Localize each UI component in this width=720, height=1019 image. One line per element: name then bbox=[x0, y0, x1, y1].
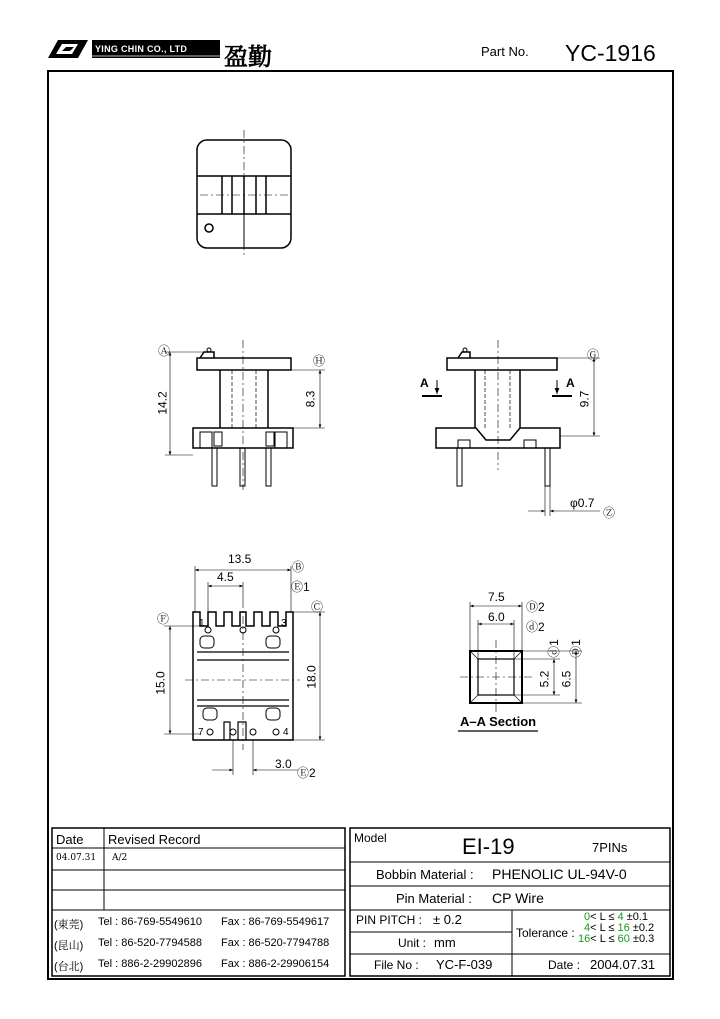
model-value: EI-19 bbox=[462, 834, 515, 859]
part-no-value: YC-1916 bbox=[565, 40, 656, 66]
contact-tel-dongguan: Tel : 86-769-5549610 bbox=[98, 916, 202, 928]
contact-loc-taipei: (台北) bbox=[54, 961, 84, 973]
dim-13-5: 13.5 bbox=[228, 552, 252, 566]
pin-material-label: Pin Material : bbox=[396, 891, 472, 906]
dim-6-0: 6.0 bbox=[488, 610, 505, 624]
top-view bbox=[197, 130, 291, 258]
front-view bbox=[165, 340, 325, 490]
dim-4-5: 4.5 bbox=[217, 570, 234, 584]
dim-14-2: 14.2 bbox=[155, 391, 170, 415]
dim-label-g: Ⓖ bbox=[587, 348, 600, 362]
revision-date-header: Date bbox=[56, 832, 84, 847]
dim-5-2: 5.2 bbox=[537, 670, 552, 688]
side-view bbox=[422, 340, 600, 516]
pin-label-3: 3 bbox=[281, 618, 287, 629]
contact-tel-kunshan: Tel : 86-520-7794588 bbox=[98, 937, 202, 949]
dim-15-0: 15.0 bbox=[153, 671, 168, 695]
pin-count: 7PINs bbox=[592, 840, 628, 855]
dim-label-z: Ⓩ bbox=[603, 506, 616, 520]
dim-6-5: 6.5 bbox=[559, 670, 574, 688]
tolerance-row: 16< L ≤ 60 ±0.3 bbox=[578, 933, 655, 945]
section-marker-right: A bbox=[566, 376, 575, 390]
contact-tel-taipei: Tel : 886-2-29902896 bbox=[98, 958, 202, 970]
revision-date: 04.07.31 bbox=[56, 853, 97, 863]
company-name: YING CHIN CO., LTD bbox=[95, 44, 188, 54]
date-label: Date : bbox=[548, 958, 581, 972]
dim-label-d1-lower: ⓓ1 bbox=[546, 639, 561, 658]
file-no-label: File No : bbox=[374, 958, 419, 972]
dim-label-d1-upper: Ⓓ1 bbox=[568, 639, 583, 658]
pin-label-1: 1 bbox=[199, 618, 205, 629]
pin-label-7: 7 bbox=[198, 727, 204, 738]
section-marker-left: A bbox=[420, 376, 429, 390]
contact-fax-kunshan: Fax : 86-520-7794788 bbox=[221, 937, 330, 949]
dim-8-3: 8.3 bbox=[303, 390, 318, 408]
dim-3-0: 3.0 bbox=[275, 757, 292, 771]
unit-label: Unit : bbox=[398, 936, 427, 950]
contact-fax-taipei: Fax : 886-2-29906154 bbox=[221, 958, 330, 970]
bobbin-material-label: Bobbin Material : bbox=[376, 867, 474, 882]
dim-phi-0-7: φ0.7 bbox=[570, 496, 595, 510]
section-label: A–A Section bbox=[460, 714, 537, 729]
bottom-view bbox=[164, 566, 325, 775]
dim-label-d2-lower: ⓓ2 bbox=[526, 620, 545, 634]
dim-label-b: Ⓑ bbox=[292, 560, 305, 574]
pin-pitch-label: PIN PITCH : bbox=[356, 913, 423, 927]
dim-label-e2: Ⓔ2 bbox=[297, 766, 316, 780]
date-value: 2004.07.31 bbox=[590, 957, 656, 972]
unit-value: mm bbox=[434, 935, 456, 950]
dim-9-7: 9.7 bbox=[577, 390, 592, 408]
dim-label-c: Ⓒ bbox=[311, 600, 324, 614]
dim-label-f: Ⓕ bbox=[157, 612, 170, 626]
tolerance-label: Tolerance : bbox=[516, 926, 575, 940]
dim-7-5: 7.5 bbox=[488, 590, 505, 604]
model-label: Model bbox=[354, 831, 387, 845]
dim-label-e1: Ⓔ1 bbox=[291, 580, 310, 594]
tolerance-row: 0< L ≤ 4 ±0.1 bbox=[584, 911, 648, 923]
dim-label-h: Ⓗ bbox=[313, 354, 326, 368]
revision-record: A/2 bbox=[112, 853, 128, 863]
pin-label-4: 4 bbox=[283, 727, 289, 738]
contact-loc-dongguan: (東莞) bbox=[54, 919, 84, 931]
company-name-cn: 盈勤 bbox=[224, 42, 272, 71]
dim-label-a: Ⓐ bbox=[158, 344, 171, 358]
tolerance-row: 4< L ≤ 16 ±0.2 bbox=[584, 922, 655, 934]
section-view bbox=[458, 602, 582, 731]
dim-label-d2-upper: Ⓓ2 bbox=[526, 600, 545, 614]
file-no: YC-F-039 bbox=[436, 957, 493, 972]
bobbin-material: PHENOLIC UL-94V-0 bbox=[492, 866, 627, 882]
pin-pitch: ± 0.2 bbox=[433, 912, 462, 927]
contact-fax-dongguan: Fax : 86-769-5549617 bbox=[221, 916, 330, 928]
part-no-label: Part No. bbox=[481, 44, 529, 59]
pin-material: CP Wire bbox=[492, 890, 544, 906]
revision-record-header: Revised Record bbox=[108, 832, 201, 847]
dim-18-0: 18.0 bbox=[304, 665, 319, 689]
contact-loc-kunshan: (昆山) bbox=[54, 940, 84, 952]
